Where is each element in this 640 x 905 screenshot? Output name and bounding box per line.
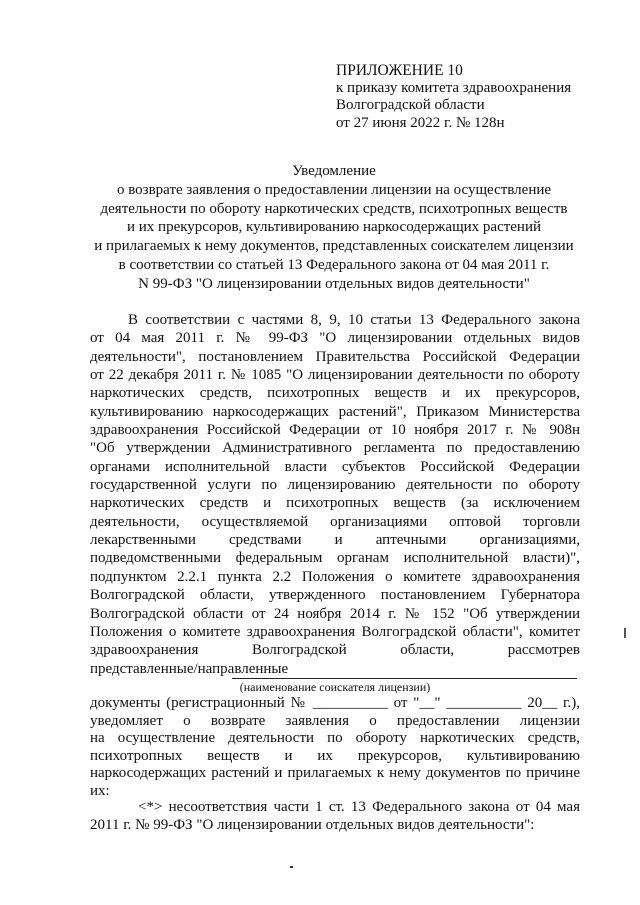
applicant-name-field-line: [232, 678, 577, 679]
body-line: здравоохранения Волгоградской области, рассмотрев: [90, 642, 580, 659]
title-line: N 99-ФЗ "О лицензировании отдельных видов деятельности": [138, 275, 530, 292]
applicant-name-caption: (наименование соискателя лицензии): [239, 680, 431, 694]
body-line: органами исполнительной власти субъектов Российской Федерации: [90, 458, 580, 475]
notification-paragraph: [90, 695, 580, 801]
scan-edge-mark: [624, 628, 626, 638]
annex-line: к приказу комитета здравоохранения: [336, 79, 572, 96]
body2-line: документы (регистрационный № __________ от "__" __________ 20__ г.),: [90, 695, 580, 711]
annex-line: от 27 июня 2022 г. № 128н: [336, 114, 505, 131]
body2-line: их:: [90, 782, 110, 799]
annex-line: Волгоградской области: [336, 97, 485, 113]
scan-speck: [290, 866, 293, 868]
title-line: деятельности по обороту наркотических средств, психотропных веществ: [100, 200, 568, 217]
annex-heading: ПРИЛОЖЕНИЕ 10: [336, 62, 463, 79]
body-line: деятельности", постановлением Правительства Российской Федерации: [90, 348, 580, 365]
body-line: от 04 мая 2011 г. № 99-ФЗ "О лицензировании отдельных видов: [90, 330, 580, 347]
body-line: здравоохранения Российской Федерации от 10 ноября 2017 г. № 908н: [90, 422, 580, 439]
body-line: подведомственными федеральным органам исполнительной власти)",: [90, 550, 580, 567]
body-paragraph: [90, 311, 580, 678]
document-title: [60, 162, 608, 294]
body-line: лекарственными средствами и аптечными организациями,: [90, 532, 580, 549]
body-line: деятельности, осуществляемой организациями оптовой торговли: [90, 513, 580, 530]
title-line: о возврате заявления о предоставлении лицензии на осуществление: [116, 181, 552, 198]
body2-line: уведомляет о возврате заявления о предоставлении лицензии: [90, 712, 580, 729]
body2-line: наркосодержащих растений и прилагаемых к нему документов по причине: [90, 765, 580, 782]
body-line: государственной услуги по лицензированию деятельности по обороту: [90, 477, 580, 494]
body-line: культивированию наркосодержащих растений", Приказом Министерства: [90, 403, 580, 420]
body-line: от 22 декабря 2011 г. № 1085 "О лицензировании деятельности по обороту: [90, 367, 580, 384]
title-line: в соответствии со статьей 13 Федерального закона от 04 мая 2011 г.: [118, 256, 550, 273]
body-line: наркотических средств, психотропных веществ и их прекурсоров,: [90, 385, 580, 402]
body-line: "Об утверждении Административного регламента по предоставлению: [90, 440, 580, 457]
body-line: Положения о комитете здравоохранения Волгоградской области", комитет: [90, 623, 580, 640]
body2-line: на осуществление деятельности по обороту наркотических средств,: [90, 730, 580, 747]
body2-line: психотропных веществ и их прекурсоров, культивированию: [90, 747, 580, 764]
title-line: и прилагаемых к нему документов, представленных соискателем лицензии: [94, 238, 574, 255]
body-line: представленные/направленные: [90, 660, 289, 677]
title-line: и их прекурсоров, культивированию наркосодержащих растений: [126, 219, 542, 236]
body-line: В соответствии с частями 8, 9, 10 статьи 13 Федерального закона: [128, 312, 580, 328]
reason-note: [90, 798, 580, 834]
title-heading: Уведомление: [292, 163, 376, 179]
body-line: Волгоградской области от 24 ноября 2014 г. № 152 "Об утверждении: [90, 605, 580, 622]
body-line: подпунктом 2.2.1 пункта 2.2 Положения о комитете здравоохранения: [90, 568, 580, 585]
note-line: 2011 г. № 99-ФЗ "О лицензировании отдельных видов деятельности":: [90, 817, 535, 833]
body-line: Волгоградской области, утвержденного постановлением Губернатора: [90, 587, 580, 604]
body-line: наркотических средств и психотропных веществ (за исключением: [90, 495, 580, 512]
note-line: <*> несоответствия части 1 ст. 13 Федерального закона от 04 мая: [138, 799, 580, 815]
annex-block: [336, 62, 571, 132]
